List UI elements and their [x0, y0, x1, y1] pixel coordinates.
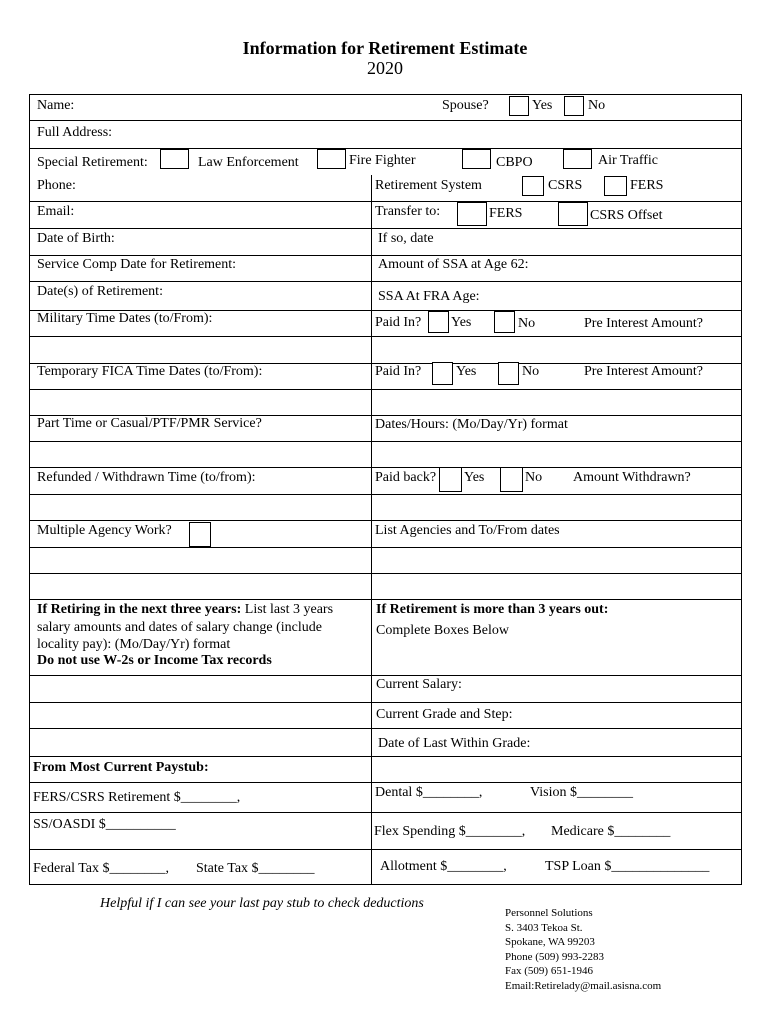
- transfer-fers-label: FERS: [489, 206, 523, 221]
- fire-fighter-label: Fire Fighter: [349, 153, 416, 168]
- full-address-label: Full Address:: [37, 125, 113, 140]
- part-time-label: Part Time or Casual/PTF/PMR Service?: [37, 416, 262, 431]
- csrs-label: CSRS: [548, 178, 583, 193]
- row-divider: [30, 782, 741, 783]
- paid-back-label: Paid back?: [375, 470, 437, 485]
- retiring-line2: salary amounts and dates of salary change (include: [37, 620, 322, 635]
- row-divider: [30, 494, 741, 495]
- military-paid-yes-checkbox[interactable]: [428, 311, 449, 333]
- retiring-bold-text: If Retiring in the next three years:: [37, 602, 242, 617]
- military-paid-yes-label: Yes: [451, 315, 472, 330]
- company-street: S. 3403 Tekoa St.: [505, 921, 583, 934]
- grade-step-label: Current Grade and Step:: [376, 707, 513, 722]
- csrs-offset-checkbox[interactable]: [558, 202, 588, 226]
- csrs-offset-label: CSRS Offset: [590, 208, 663, 223]
- spouse-yes-checkbox[interactable]: [509, 96, 529, 116]
- retiring-line4: Do not use W-2s or Income Tax records: [37, 653, 272, 668]
- paid-back-no-checkbox[interactable]: [500, 467, 523, 492]
- row-divider: [30, 702, 741, 703]
- row-divider: [30, 281, 741, 282]
- law-enforcement-checkbox[interactable]: [317, 149, 346, 169]
- amount-withdrawn-label: Amount Withdrawn?: [573, 470, 691, 485]
- dates-hours-label: Dates/Hours: (Mo/Day/Yr) format: [375, 417, 568, 432]
- row-divider: [30, 756, 741, 757]
- column-divider: [371, 175, 372, 885]
- retiring-line1: [37, 602, 333, 618]
- row-divider: [30, 148, 741, 149]
- military-label: Military Time Dates (to/From):: [37, 311, 213, 326]
- allotment-field: Allotment $________,: [380, 859, 507, 874]
- row-divider: [30, 520, 741, 521]
- dental-field: Dental $________,: [375, 785, 483, 800]
- law-enforcement-label: Law Enforcement: [198, 155, 299, 170]
- retiring-rest-text: List last 3 years: [241, 602, 334, 617]
- csrs-checkbox[interactable]: [522, 176, 544, 196]
- within-grade-label: Date of Last Within Grade:: [378, 736, 531, 751]
- service-comp-label: Service Comp Date for Retirement:: [37, 257, 237, 272]
- more-than-3-label: If Retirement is more than 3 years out:: [376, 602, 609, 617]
- address-block: [505, 906, 661, 993]
- vision-field: Vision $________: [530, 785, 633, 800]
- row-divider: [30, 849, 741, 850]
- row-divider: [30, 120, 741, 121]
- name-label: Name:: [37, 98, 75, 113]
- fica-label: Temporary FICA Time Dates (to/From):: [37, 364, 263, 379]
- row-divider: [30, 467, 741, 468]
- cbpo-label: CBPO: [496, 155, 533, 170]
- military-paid-in-label: Paid In?: [375, 315, 422, 330]
- ssa-fra-label: SSA At FRA Age:: [378, 289, 480, 304]
- dates-retirement-label: Date(s) of Retirement:: [37, 284, 163, 299]
- transfer-to-label: Transfer to:: [375, 204, 441, 219]
- federal-tax-field: Federal Tax $________,: [33, 861, 170, 876]
- air-traffic-label: Air Traffic: [598, 153, 659, 168]
- spouse-yes-label: Yes: [532, 98, 553, 113]
- spouse-no-checkbox[interactable]: [564, 96, 584, 116]
- multiple-agency-checkbox[interactable]: [189, 522, 211, 547]
- spouse-label: Spouse?: [442, 98, 489, 113]
- row-divider: [30, 547, 741, 548]
- retiring-line3: locality pay): (Mo/Day/Yr) format: [37, 637, 231, 652]
- paid-back-no-label: No: [525, 470, 543, 485]
- complete-boxes-label: Complete Boxes Below: [376, 623, 509, 638]
- paid-back-yes-label: Yes: [464, 470, 485, 485]
- fica-pre-interest-label: Pre Interest Amount?: [584, 364, 703, 379]
- fica-paid-yes-label: Yes: [456, 364, 477, 379]
- fers-label: FERS: [630, 178, 664, 193]
- fire-fighter-checkbox[interactable]: [462, 149, 491, 169]
- list-agencies-label: List Agencies and To/From dates: [375, 523, 560, 538]
- footer-note: Helpful if I can see your last pay stub to check deductions: [100, 896, 424, 911]
- fica-paid-no-label: No: [522, 364, 540, 379]
- company-city: Spokane, WA 99203: [505, 936, 595, 948]
- row-divider: [30, 573, 741, 574]
- fers-checkbox[interactable]: [604, 176, 627, 196]
- page-title: Information for Retirement Estimate: [242, 38, 528, 58]
- flex-spending-field: Flex Spending $________,: [374, 824, 526, 839]
- row-divider: [30, 336, 741, 337]
- cbpo-checkbox[interactable]: [563, 149, 592, 169]
- row-divider: [30, 389, 741, 390]
- fica-paid-no-checkbox[interactable]: [498, 362, 519, 385]
- special-retirement-label: Special Retirement:: [37, 155, 148, 170]
- if-so-date-label: If so, date: [378, 231, 434, 246]
- row-divider: [30, 201, 741, 202]
- retirement-system-label: Retirement System: [375, 178, 482, 193]
- company-name: Personnel Solutions: [505, 907, 593, 919]
- page-year: 2020: [367, 58, 403, 78]
- spouse-no-label: No: [588, 98, 606, 113]
- row-divider: [30, 599, 741, 600]
- phone-label: Phone:: [37, 178, 76, 193]
- fers-csrs-retirement-field: FERS/CSRS Retirement $________,: [33, 790, 241, 805]
- ss-oasdi-field: SS/OASDI $__________: [33, 817, 176, 832]
- row-divider: [30, 441, 741, 442]
- current-salary-label: Current Salary:: [376, 677, 462, 692]
- company-fax: Fax (509) 651-1946: [505, 965, 593, 977]
- paystub-label: From Most Current Paystub:: [33, 760, 209, 775]
- row-divider: [30, 255, 741, 256]
- military-paid-no-checkbox[interactable]: [494, 311, 515, 333]
- fica-paid-in-label: Paid In?: [375, 364, 422, 379]
- company-email: Email:Retirelady@mail.asisna.com: [505, 979, 662, 992]
- refunded-label: Refunded / Withdrawn Time (to/from):: [37, 470, 256, 485]
- multiple-agency-label: Multiple Agency Work?: [37, 523, 172, 538]
- ssa-62-label: Amount of SSA at Age 62:: [378, 257, 529, 272]
- transfer-fers-checkbox[interactable]: [457, 202, 487, 226]
- row-divider: [30, 812, 741, 813]
- military-pre-interest-label: Pre Interest Amount?: [584, 316, 703, 331]
- special-retirement-checkbox[interactable]: [160, 149, 189, 169]
- state-tax-field: State Tax $________: [196, 861, 315, 876]
- row-divider: [30, 728, 741, 729]
- row-divider: [30, 228, 741, 229]
- dob-label: Date of Birth:: [37, 231, 115, 246]
- company-phone: Phone (509) 993-2283: [505, 950, 604, 963]
- row-divider: [30, 675, 741, 676]
- medicare-field: Medicare $________: [551, 824, 671, 839]
- email-label: Email:: [37, 204, 75, 219]
- tsp-loan-field: TSP Loan $______________: [545, 859, 710, 874]
- fica-paid-yes-checkbox[interactable]: [432, 362, 453, 385]
- paid-back-yes-checkbox[interactable]: [439, 467, 462, 492]
- military-paid-no-label: No: [518, 316, 536, 331]
